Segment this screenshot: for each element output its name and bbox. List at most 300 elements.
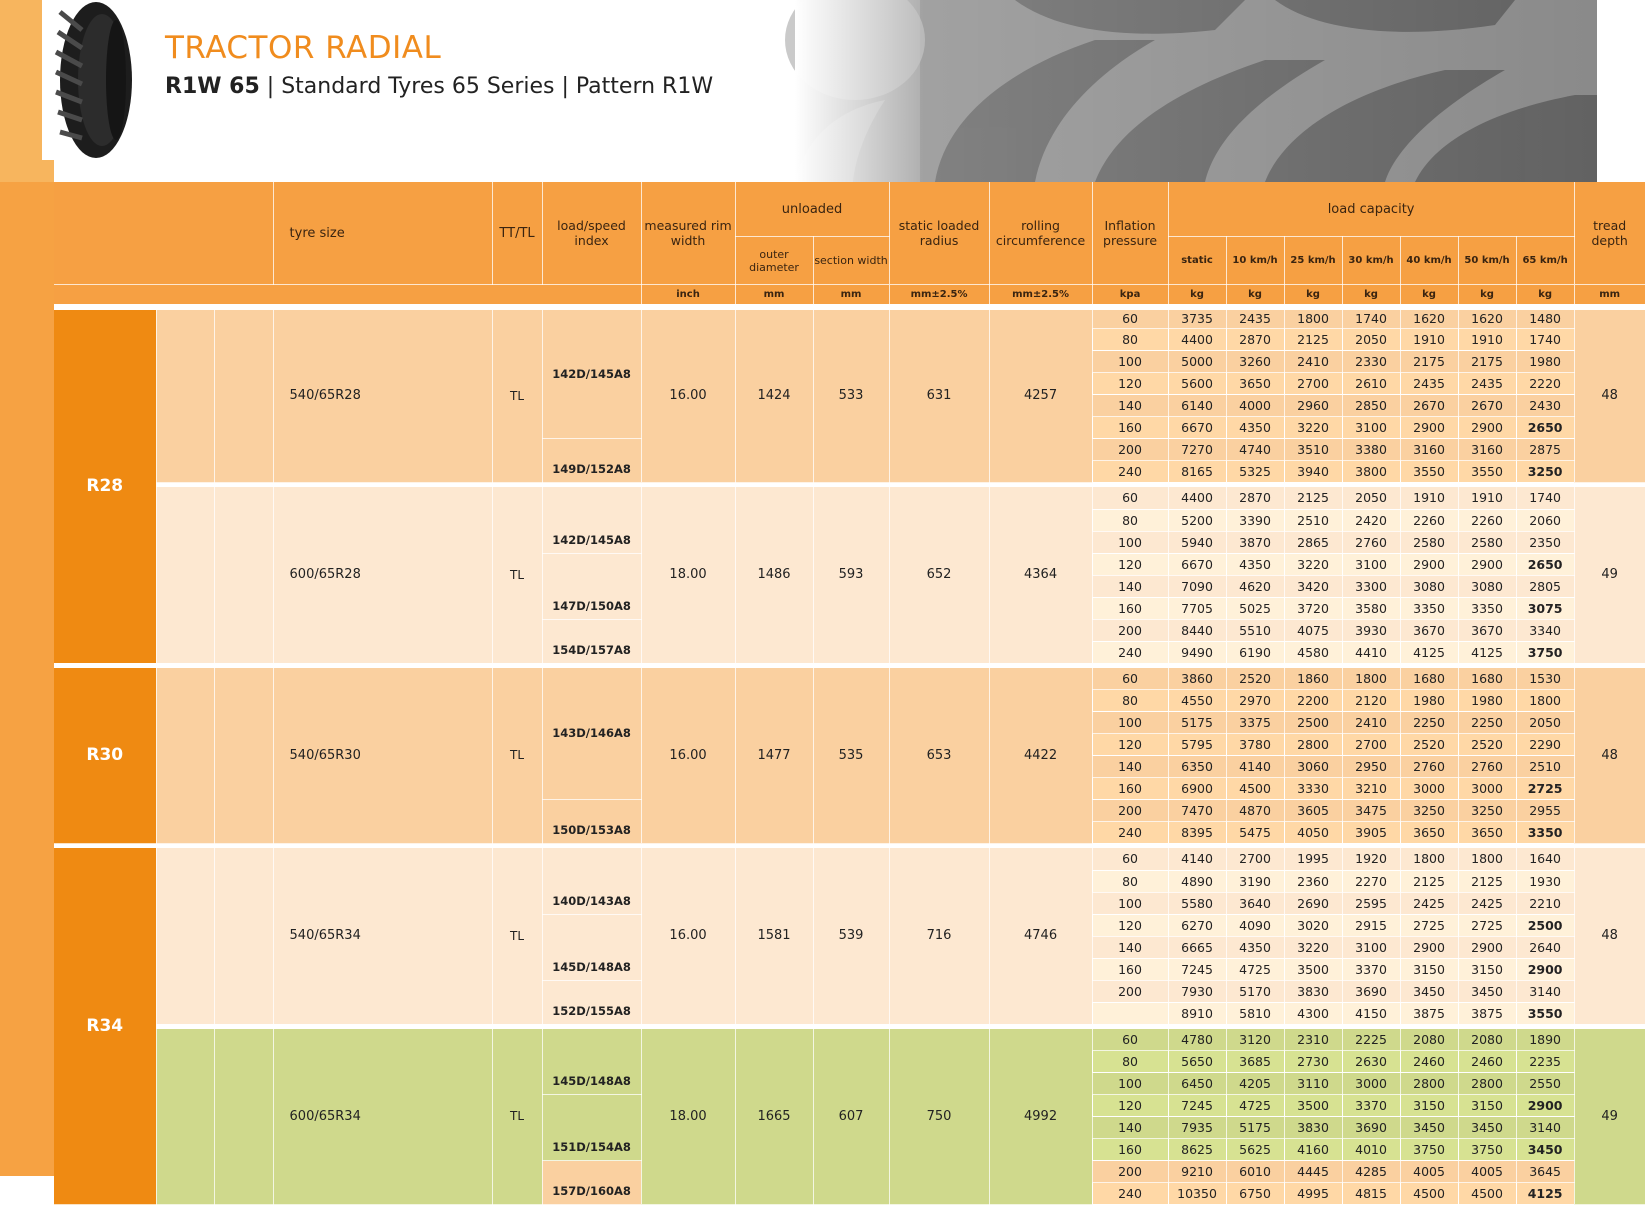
inflation-pressure-cell: 80 [1092,509,1168,531]
load-capacity-cell: 3060 [1284,756,1342,778]
tractor-tyre-image [42,0,134,160]
load-capacity-cell: 8165 [1168,461,1226,483]
section-width-value: 535 [813,668,889,844]
load-capacity-cell: 6450 [1168,1073,1226,1095]
inflation-pressure-cell: 120 [1092,553,1168,575]
load-capacity-cell: 2435 [1400,373,1458,395]
load-capacity-cell: 2900 [1458,553,1516,575]
load-capacity-cell: 2610 [1342,373,1400,395]
col-speed-50: 50 km/h [1458,237,1516,285]
tread-depth-value: 48 [1574,668,1645,844]
outer-diameter-value: 1477 [735,668,813,844]
load-capacity-cell: 1480 [1516,307,1574,329]
col-outer-diameter: outer diameter [735,237,813,285]
load-capacity-cell: 3160 [1458,439,1516,461]
inflation-pressure-cell: 100 [1092,712,1168,734]
load-capacity-cell: 7705 [1168,597,1226,619]
outer-diameter-value: 1486 [735,487,813,663]
load-capacity-cell: 2800 [1400,1073,1458,1095]
inflation-pressure-cell: 240 [1092,1183,1168,1205]
load-speed-index: 157D/160A8 [542,1161,641,1205]
load-capacity-cell: 3250 [1458,800,1516,822]
load-capacity-cell: 5475 [1226,822,1284,844]
load-capacity-cell: 3640 [1226,892,1284,914]
load-capacity-cell: 2650 [1516,417,1574,439]
load-capacity-cell: 4125 [1400,641,1458,663]
load-capacity-cell: 1680 [1400,668,1458,690]
rim-diameter-label: R34 [54,848,156,1205]
load-capacity-cell: 2210 [1516,892,1574,914]
load-capacity-cell: 2050 [1342,329,1400,351]
load-capacity-cell: 4285 [1342,1161,1400,1183]
load-capacity-cell: 7470 [1168,800,1226,822]
load-capacity-cell: 3210 [1342,778,1400,800]
load-speed-index: 145D/148A8 [542,1029,641,1095]
load-capacity-cell: 1620 [1400,307,1458,329]
col-rim-width: measured rim width [641,182,735,285]
load-capacity-cell: 4005 [1458,1161,1516,1183]
col-speed-30: 30 km/h [1342,237,1400,285]
header-spacer [54,182,273,285]
load-capacity-cell: 2630 [1342,1051,1400,1073]
load-capacity-cell: 4620 [1226,575,1284,597]
load-speed-index: 140D/143A8 [542,848,641,914]
col-static-loaded-radius: static loaded radius [889,182,989,285]
load-capacity-cell: 2900 [1400,553,1458,575]
rim-stub [156,307,214,483]
load-capacity-cell: 4350 [1226,936,1284,958]
load-capacity-cell: 3830 [1284,980,1342,1002]
load-capacity-cell: 3190 [1226,870,1284,892]
product-model: R1W 65 [165,74,260,99]
inflation-pressure-cell: 200 [1092,800,1168,822]
load-capacity-cell: 3580 [1342,597,1400,619]
inflation-pressure-cell: 120 [1092,1095,1168,1117]
load-capacity-cell: 6750 [1226,1183,1284,1205]
tyre-size: 600/65R28 [273,487,492,663]
load-capacity-cell: 3650 [1458,822,1516,844]
load-capacity-cell: 9210 [1168,1161,1226,1183]
load-capacity-cell: 4160 [1284,1139,1342,1161]
inflation-pressure-cell: 200 [1092,439,1168,461]
load-speed-index: 150D/153A8 [542,800,641,844]
load-capacity-cell: 2865 [1284,531,1342,553]
rim-width-value: 18.00 [641,487,735,663]
tt-tl-value: TL [492,668,542,844]
load-capacity-cell: 2805 [1516,575,1574,597]
static-radius-value: 652 [889,487,989,663]
load-capacity-cell: 1920 [1342,848,1400,870]
load-capacity-cell: 3550 [1400,461,1458,483]
col-inflation-pressure: Inflation pressure [1092,182,1168,285]
tt-tl-value: TL [492,848,542,1024]
unit-static-radius: mm±2.5% [889,285,989,307]
load-capacity-cell: 5580 [1168,892,1226,914]
load-capacity-cell: 2870 [1226,487,1284,509]
load-capacity-cell: 5940 [1168,531,1226,553]
load-capacity-cell: 3080 [1400,575,1458,597]
unit-40kmh: kg [1400,285,1458,307]
load-capacity-cell: 2060 [1516,509,1574,531]
load-capacity-cell: 6010 [1226,1161,1284,1183]
inflation-pressure-cell: 140 [1092,575,1168,597]
load-capacity-cell: 4350 [1226,553,1284,575]
inflation-pressure-cell: 160 [1092,958,1168,980]
inflation-pressure-cell: 200 [1092,619,1168,641]
load-capacity-cell: 5025 [1226,597,1284,619]
load-capacity-cell: 1640 [1516,848,1574,870]
col-speed-40: 40 km/h [1400,237,1458,285]
load-capacity-cell: 1995 [1284,848,1342,870]
rolling-circ-value: 4992 [989,1029,1092,1205]
inflation-pressure-cell: 60 [1092,1029,1168,1051]
load-capacity-cell: 2850 [1342,395,1400,417]
load-capacity-cell: 2900 [1458,417,1516,439]
load-capacity-cell: 4400 [1168,329,1226,351]
load-capacity-cell: 3500 [1284,1095,1342,1117]
load-capacity-cell: 2225 [1342,1029,1400,1051]
inflation-pressure-cell: 140 [1092,936,1168,958]
load-capacity-cell: 2410 [1284,351,1342,373]
load-capacity-cell: 6270 [1168,914,1226,936]
static-radius-value: 716 [889,848,989,1024]
load-capacity-cell: 5170 [1226,980,1284,1002]
load-capacity-cell: 2425 [1458,892,1516,914]
load-capacity-cell: 2460 [1400,1051,1458,1073]
load-capacity-cell: 6350 [1168,756,1226,778]
load-capacity-cell: 2960 [1284,395,1342,417]
load-capacity-cell: 2580 [1400,531,1458,553]
inflation-pressure-cell: 140 [1092,395,1168,417]
load-capacity-cell: 1800 [1400,848,1458,870]
load-capacity-cell: 3650 [1226,373,1284,395]
inflation-pressure-cell: 60 [1092,307,1168,329]
load-capacity-cell: 3780 [1226,734,1284,756]
load-capacity-cell: 2900 [1516,1095,1574,1117]
section-width-value: 593 [813,487,889,663]
inflation-pressure-cell: 60 [1092,668,1168,690]
load-capacity-cell: 6190 [1226,641,1284,663]
load-capacity-cell: 3390 [1226,509,1284,531]
product-subtitle-rest: | Standard Tyres 65 Series | Pattern R1W [259,74,714,99]
load-capacity-cell: 5325 [1226,461,1284,483]
inflation-pressure-cell: 60 [1092,848,1168,870]
load-capacity-cell: 4500 [1400,1183,1458,1205]
outer-diameter-value: 1665 [735,1029,813,1205]
unit-static: kg [1168,285,1226,307]
load-capacity-cell: 2520 [1226,668,1284,690]
load-speed-index: 149D/152A8 [542,439,641,483]
load-capacity-cell: 2900 [1400,417,1458,439]
rim-width-value: 16.00 [641,848,735,1024]
load-capacity-cell: 3100 [1342,417,1400,439]
load-speed-index: 143D/146A8 [542,668,641,800]
load-capacity-cell: 3330 [1284,778,1342,800]
load-capacity-cell: 4300 [1284,1002,1342,1024]
col-speed-static: static [1168,237,1226,285]
load-capacity-cell: 4500 [1226,778,1284,800]
load-capacity-cell: 2425 [1400,892,1458,914]
tt-tl-value: TL [492,487,542,663]
inflation-pressure-cell: 120 [1092,373,1168,395]
col-load-speed-index: load/speed index [542,182,641,285]
load-capacity-cell: 2900 [1400,936,1458,958]
load-capacity-cell: 3000 [1342,1073,1400,1095]
load-capacity-cell: 4780 [1168,1029,1226,1051]
load-capacity-cell: 3650 [1400,822,1458,844]
load-capacity-cell: 2700 [1226,848,1284,870]
load-capacity-cell: 1930 [1516,870,1574,892]
inflation-pressure-cell: 100 [1092,351,1168,373]
load-capacity-cell: 2760 [1458,756,1516,778]
load-capacity-cell: 2800 [1458,1073,1516,1095]
load-capacity-cell: 3720 [1284,597,1342,619]
col-speed-10: 10 km/h [1226,237,1284,285]
load-capacity-cell: 4350 [1226,417,1284,439]
tyre-size: 540/65R30 [273,668,492,844]
load-capacity-cell: 7930 [1168,980,1226,1002]
load-capacity-cell: 3000 [1458,778,1516,800]
tread-depth-value: 49 [1574,487,1645,663]
load-capacity-cell: 2670 [1400,395,1458,417]
inflation-pressure-cell: 240 [1092,641,1168,663]
inflation-pressure-cell: 100 [1092,531,1168,553]
tyre-size: 540/65R28 [273,307,492,483]
load-capacity-cell: 4075 [1284,619,1342,641]
load-capacity-cell: 3120 [1226,1029,1284,1051]
load-capacity-cell: 3220 [1284,936,1342,958]
load-capacity-cell: 4870 [1226,800,1284,822]
load-capacity-cell: 3380 [1342,439,1400,461]
load-capacity-cell: 1530 [1516,668,1574,690]
load-capacity-cell: 3860 [1168,668,1226,690]
load-capacity-cell: 3670 [1400,619,1458,641]
load-capacity-cell: 2435 [1226,307,1284,329]
load-capacity-cell: 3140 [1516,980,1574,1002]
inflation-pressure-cell: 120 [1092,734,1168,756]
load-capacity-cell: 7270 [1168,439,1226,461]
unit-outer-diameter: mm [735,285,813,307]
col-section-width: section width [813,237,889,285]
tread-depth-value: 48 [1574,307,1645,483]
load-capacity-cell: 3370 [1342,1095,1400,1117]
unit-rolling-circ: mm±2.5% [989,285,1092,307]
load-capacity-cell: 2520 [1458,734,1516,756]
load-capacity-cell: 6665 [1168,936,1226,958]
load-capacity-cell: 8395 [1168,822,1226,844]
load-capacity-cell: 3605 [1284,800,1342,822]
tyre-tread-background-image [795,0,1597,182]
inflation-pressure-cell: 240 [1092,461,1168,483]
load-capacity-cell: 8910 [1168,1002,1226,1024]
load-capacity-cell: 2360 [1284,870,1342,892]
inflation-pressure-cell: 80 [1092,329,1168,351]
tyre-specification-table [54,182,1646,1205]
load-speed-index: 147D/150A8 [542,553,641,619]
load-capacity-cell: 5510 [1226,619,1284,641]
load-capacity-cell: 3340 [1516,619,1574,641]
row-spacer [214,1029,273,1205]
load-capacity-cell: 4410 [1342,641,1400,663]
col-speed-65: 65 km/h [1516,237,1574,285]
load-capacity-cell: 2915 [1342,914,1400,936]
header-row-1 [54,182,1645,237]
load-capacity-cell: 7090 [1168,575,1226,597]
tt-tl-value: TL [492,307,542,483]
rim-diameter-label: R30 [54,668,156,844]
unit-30kmh: kg [1342,285,1400,307]
load-capacity-cell: 5175 [1168,712,1226,734]
load-capacity-cell: 3075 [1516,597,1574,619]
load-speed-index: 152D/155A8 [542,980,641,1024]
load-capacity-cell: 3370 [1342,958,1400,980]
inflation-pressure-cell: 80 [1092,1051,1168,1073]
load-capacity-cell: 1740 [1516,329,1574,351]
load-capacity-cell: 2175 [1458,351,1516,373]
load-capacity-cell: 5650 [1168,1051,1226,1073]
load-capacity-cell: 5600 [1168,373,1226,395]
load-capacity-cell: 2725 [1400,914,1458,936]
load-capacity-cell: 2900 [1458,936,1516,958]
unit-10kmh: kg [1226,285,1284,307]
load-capacity-cell: 2125 [1284,329,1342,351]
load-capacity-cell: 2800 [1284,734,1342,756]
section-width-value: 533 [813,307,889,483]
left-accent-bar-lower [0,182,54,1176]
load-capacity-cell: 1890 [1516,1029,1574,1051]
load-capacity-cell: 6900 [1168,778,1226,800]
load-capacity-cell: 2430 [1516,395,1574,417]
load-capacity-cell: 3830 [1284,1117,1342,1139]
load-capacity-cell: 3450 [1458,980,1516,1002]
load-capacity-cell: 5625 [1226,1139,1284,1161]
load-capacity-cell: 2200 [1284,690,1342,712]
load-capacity-cell: 3875 [1400,1002,1458,1024]
unit-rim-width: inch [641,285,735,307]
load-capacity-cell: 2290 [1516,734,1574,756]
load-capacity-cell: 3905 [1342,822,1400,844]
load-capacity-cell: 2595 [1342,892,1400,914]
load-capacity-cell: 2700 [1342,734,1400,756]
load-capacity-cell: 2700 [1284,373,1342,395]
load-capacity-cell: 2125 [1458,870,1516,892]
load-capacity-cell: 1860 [1284,668,1342,690]
load-capacity-cell: 4005 [1400,1161,1458,1183]
load-capacity-cell: 2870 [1226,329,1284,351]
load-capacity-cell: 2460 [1458,1051,1516,1073]
load-capacity-cell: 3450 [1516,1139,1574,1161]
load-speed-index: 145D/148A8 [542,914,641,980]
load-capacity-cell: 3150 [1458,1095,1516,1117]
load-capacity-cell: 3940 [1284,461,1342,483]
load-capacity-cell: 2250 [1458,712,1516,734]
inflation-pressure-cell: 80 [1092,690,1168,712]
load-capacity-cell: 2175 [1400,351,1458,373]
rim-diameter-label: R28 [54,307,156,664]
load-capacity-cell: 3750 [1516,641,1574,663]
load-capacity-cell: 2250 [1400,712,1458,734]
load-capacity-cell: 3350 [1400,597,1458,619]
load-capacity-cell: 2260 [1400,509,1458,531]
load-capacity-cell: 2690 [1284,892,1342,914]
load-capacity-cell: 4550 [1168,690,1226,712]
row-spacer [214,487,273,663]
load-capacity-cell: 2650 [1516,553,1574,575]
inflation-pressure-cell: 100 [1092,892,1168,914]
load-capacity-cell: 2050 [1342,487,1400,509]
load-capacity-cell: 4725 [1226,958,1284,980]
load-capacity-cell: 2500 [1284,712,1342,734]
load-capacity-cell: 2125 [1400,870,1458,892]
rim-stub [156,1029,214,1205]
load-capacity-cell: 1740 [1342,307,1400,329]
load-capacity-cell: 1680 [1458,668,1516,690]
inflation-pressure-cell: 80 [1092,870,1168,892]
load-capacity-cell: 4150 [1342,1002,1400,1024]
load-capacity-cell: 5175 [1226,1117,1284,1139]
load-capacity-cell: 2950 [1342,756,1400,778]
tread-depth-value: 48 [1574,848,1645,1024]
load-capacity-cell: 3350 [1516,822,1574,844]
inflation-pressure-cell: 120 [1092,914,1168,936]
load-capacity-cell: 2510 [1284,509,1342,531]
tyre-size: 540/65R34 [273,848,492,1024]
load-capacity-cell: 2220 [1516,373,1574,395]
load-capacity-cell: 3100 [1342,553,1400,575]
load-capacity-cell: 4140 [1168,848,1226,870]
load-capacity-cell: 3550 [1458,461,1516,483]
load-capacity-cell: 2760 [1342,531,1400,553]
load-capacity-cell: 4445 [1284,1161,1342,1183]
load-capacity-cell: 5795 [1168,734,1226,756]
load-capacity-cell: 5810 [1226,1002,1284,1024]
load-capacity-cell: 1980 [1458,690,1516,712]
load-capacity-cell: 1620 [1458,307,1516,329]
inflation-pressure-cell: 60 [1092,487,1168,509]
col-load-capacity: load capacity [1168,182,1574,237]
static-radius-value: 653 [889,668,989,844]
load-capacity-cell: 3685 [1226,1051,1284,1073]
load-capacity-cell: 4205 [1226,1073,1284,1095]
rim-width-value: 16.00 [641,668,735,844]
outer-diameter-value: 1424 [735,307,813,483]
load-capacity-cell: 3150 [1400,1095,1458,1117]
rim-stub [156,668,214,844]
load-capacity-cell: 1910 [1458,329,1516,351]
outer-diameter-value: 1581 [735,848,813,1024]
row-spacer [214,848,273,1024]
load-capacity-cell: 6670 [1168,417,1226,439]
load-capacity-cell: 4815 [1342,1183,1400,1205]
load-capacity-cell: 4400 [1168,487,1226,509]
load-capacity-cell: 2260 [1458,509,1516,531]
inflation-pressure-cell [1092,1002,1168,1024]
load-capacity-cell: 2435 [1458,373,1516,395]
tread-depth-value: 49 [1574,1029,1645,1205]
load-capacity-cell: 3100 [1342,936,1400,958]
load-capacity-cell: 3670 [1458,619,1516,641]
unit-inflation: kpa [1092,285,1168,307]
rim-width-value: 16.00 [641,307,735,483]
load-capacity-cell: 5000 [1168,351,1226,373]
col-rolling-circumference: rolling circumference [989,182,1092,285]
load-capacity-cell: 3000 [1400,778,1458,800]
table-row [54,307,1645,329]
inflation-pressure-cell: 100 [1092,1073,1168,1095]
load-capacity-cell: 1980 [1400,690,1458,712]
units-spacer [54,285,641,307]
load-capacity-cell: 3750 [1458,1139,1516,1161]
